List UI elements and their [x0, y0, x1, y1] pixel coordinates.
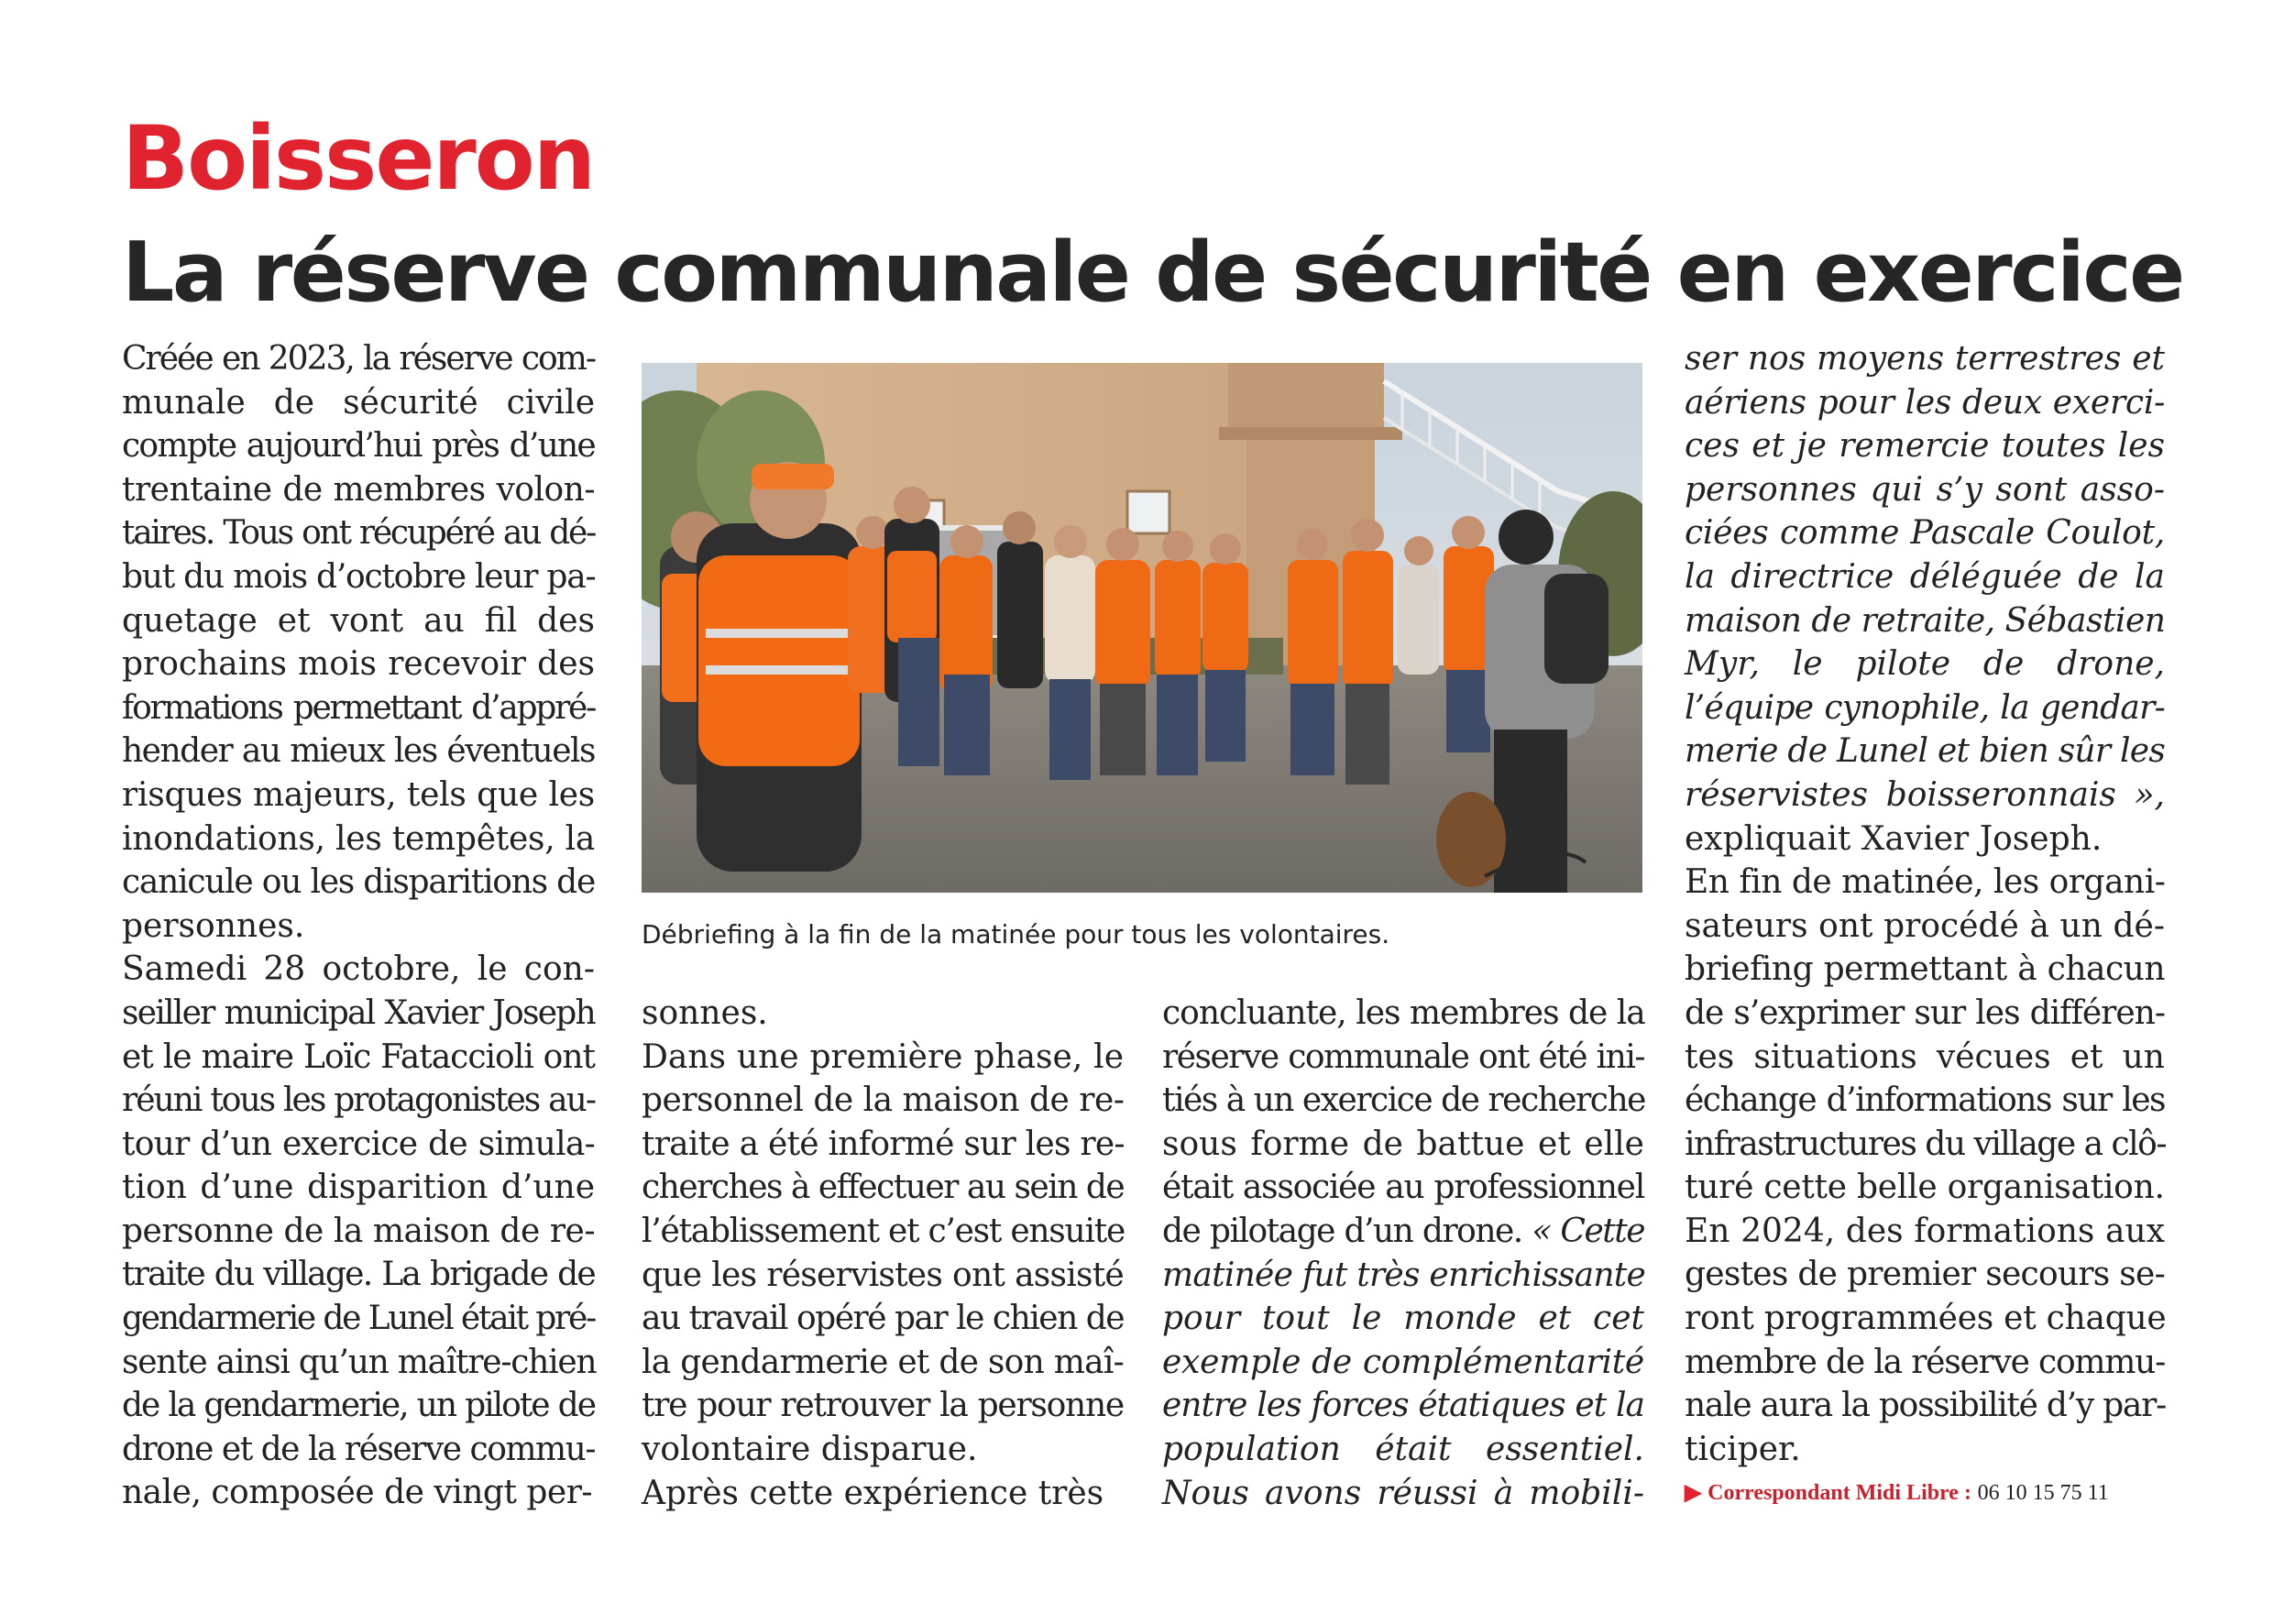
- correspondent-credit: [1685, 1477, 2109, 1509]
- text-line: tour d’un exercice de simula-: [122, 1125, 595, 1163]
- text-line: nale, composée de vingt per-: [122, 1474, 593, 1512]
- text-line: Créée en 2023, la réserve com-: [122, 340, 595, 378]
- text-line: Dans une première phase, le: [642, 1037, 1124, 1076]
- article-column-3: [1162, 992, 1644, 1515]
- text-line: que les réservistes ont assisté: [642, 1256, 1124, 1294]
- text-line: de la gendarmerie, un pilote de: [122, 1387, 595, 1425]
- text-line: Nous avons réussi à mobili-: [1162, 1474, 1644, 1512]
- article-column-2: [642, 992, 1124, 1515]
- text-line: exemple de complémentarité: [1162, 1343, 1644, 1381]
- text-line: quetage et vont au fil des: [122, 601, 595, 640]
- text-line: risques majeurs, tels que les: [122, 775, 595, 814]
- text-line: ciées comme Pascale Coulot,: [1685, 514, 2165, 553]
- text-line: En fin de matinée, les organi-: [1685, 863, 2166, 902]
- text-line: En 2024, des formations aux: [1685, 1212, 2165, 1250]
- text-line: l’équipe cynophile, la gendar-: [1685, 688, 2165, 727]
- text-line: canicule ou les disparitions de: [122, 863, 595, 902]
- text-line: nale aura la possibilité d’y par-: [1685, 1387, 2166, 1425]
- text-line: au travail opéré par le chien de: [642, 1300, 1125, 1338]
- text-line: concluante, les membres de la: [1162, 994, 1645, 1032]
- credit-phone: 06 10 15 75 11: [1977, 1481, 2109, 1505]
- text-line: compte aujourd’hui près d’une: [122, 427, 595, 466]
- text-line: aériens pour les deux exerci-: [1685, 383, 2165, 422]
- text-fragment: de pilotage d’un drone.: [1162, 1212, 1522, 1250]
- text-line: pour tout le monde et cet: [1162, 1300, 1644, 1338]
- credit-label: Correspondant Midi Libre :: [1707, 1481, 1971, 1505]
- text-line: [1162, 1210, 1644, 1254]
- text-line: ront programmées et chaque: [1685, 1300, 2167, 1338]
- text-line: population était essentiel.: [1162, 1430, 1644, 1468]
- quote-start: « Cette: [1532, 1212, 1644, 1250]
- text-line: briefing permettant à chacun: [1685, 950, 2165, 989]
- article-column-1: [122, 337, 595, 1515]
- text-line: seiller municipal Xavier Joseph: [122, 993, 595, 1032]
- text-line: prochains mois recevoir des: [122, 645, 595, 684]
- text-line: cherches à effectuer au sein de: [642, 1169, 1125, 1207]
- text-line: était associée au professionnel: [1162, 1169, 1644, 1207]
- text-line: tes situations vécues et un: [1685, 1037, 2165, 1076]
- text-line: formations permettant d’appré-: [122, 688, 595, 727]
- text-line: personne de la maison de re-: [122, 1212, 595, 1250]
- text-line: drone et de la réserve commu-: [122, 1430, 595, 1468]
- text-line: traite a été informé sur les re-: [642, 1125, 1125, 1163]
- text-line: réuni tous les protagonistes au-: [122, 1081, 595, 1120]
- text-line: ces et je remercie toutes les: [1685, 427, 2165, 466]
- triangle-bullet-icon: ▶: [1685, 1480, 1702, 1505]
- page-title: La réserve communale de sécurité en exercice: [122, 225, 2183, 321]
- text-line: entre les forces étatiques et la: [1162, 1387, 1644, 1425]
- text-line: la gendarmerie et de son maî-: [642, 1343, 1124, 1381]
- text-line: sateurs ont procédé à un dé-: [1685, 906, 2165, 945]
- text-line: hender au mieux les éventuels: [122, 732, 595, 771]
- text-line: volontaire disparue.: [642, 1430, 978, 1468]
- text-line: personnel de la maison de re-: [642, 1081, 1125, 1120]
- text-line: gestes de premier secours se-: [1685, 1256, 2165, 1294]
- text-line: sente ainsi qu’un maître-chien: [122, 1343, 597, 1381]
- text-line: tiés à un exercice de recherche: [1162, 1081, 1645, 1120]
- text-line: tion d’une disparition d’une: [122, 1169, 595, 1207]
- text-line: la directrice déléguée de la: [1685, 557, 2165, 596]
- text-line: expliquait Xavier Joseph.: [1685, 819, 2103, 858]
- text-line: gendarmerie de Lunel était pré-: [122, 1300, 595, 1338]
- text-line: but du mois d’octobre leur pa-: [122, 557, 596, 596]
- text-line: l’établissement et c’est ensuite: [642, 1212, 1125, 1250]
- text-line: matinée fut très enrichissante: [1162, 1256, 1646, 1294]
- photo-caption: Débriefing à la fin de la matinée pour tous les volontaires.: [642, 919, 1390, 949]
- text-line: réservistes boisseronnais »,: [1685, 775, 2165, 814]
- text-line: membre de la réserve commu-: [1685, 1343, 2165, 1381]
- text-line: Samedi 28 octobre, le con-: [122, 950, 595, 989]
- text-line: Myr, le pilote de drone,: [1685, 645, 2165, 684]
- text-line: réserve communale ont été ini-: [1162, 1037, 1644, 1076]
- text-line: sous forme de battue et elle: [1162, 1125, 1644, 1163]
- text-line: munale de sécurité civile: [122, 383, 595, 422]
- article-column-4: [1685, 337, 2165, 1471]
- text-line: merie de Lunel et bien sûr les: [1685, 732, 2166, 771]
- text-line: Après cette expérience très: [642, 1474, 1104, 1512]
- text-line: sonnes.: [642, 994, 768, 1032]
- text-line: infrastructures du village a clô-: [1685, 1125, 2167, 1163]
- kicker-town: Boisseron: [122, 107, 595, 210]
- text-line: maison de retraite, Sébastien: [1685, 601, 2166, 640]
- text-line: inondations, les tempêtes, la: [122, 819, 596, 858]
- text-line: taires. Tous ont récupéré au dé-: [122, 514, 595, 553]
- text-line: traite du village. La brigade de: [122, 1256, 595, 1294]
- text-line: ticiper.: [1685, 1430, 1801, 1468]
- text-line: tre pour retrouver la personne: [642, 1387, 1124, 1425]
- text-line: et le maire Loïc Fataccioli ont: [122, 1037, 595, 1076]
- text-line: turé cette belle organisation.: [1685, 1169, 2165, 1207]
- text-line: personnes.: [122, 906, 305, 945]
- text-line: personnes qui s’y sont asso-: [1685, 470, 2165, 509]
- article-photo: [642, 363, 1642, 893]
- text-line: de s’exprimer sur les différen-: [1685, 993, 2165, 1032]
- text-line: ser nos moyens terrestres et: [1685, 340, 2165, 378]
- text-line: échange d’informations sur les: [1685, 1081, 2165, 1120]
- text-line: trentaine de membres volon-: [122, 470, 595, 509]
